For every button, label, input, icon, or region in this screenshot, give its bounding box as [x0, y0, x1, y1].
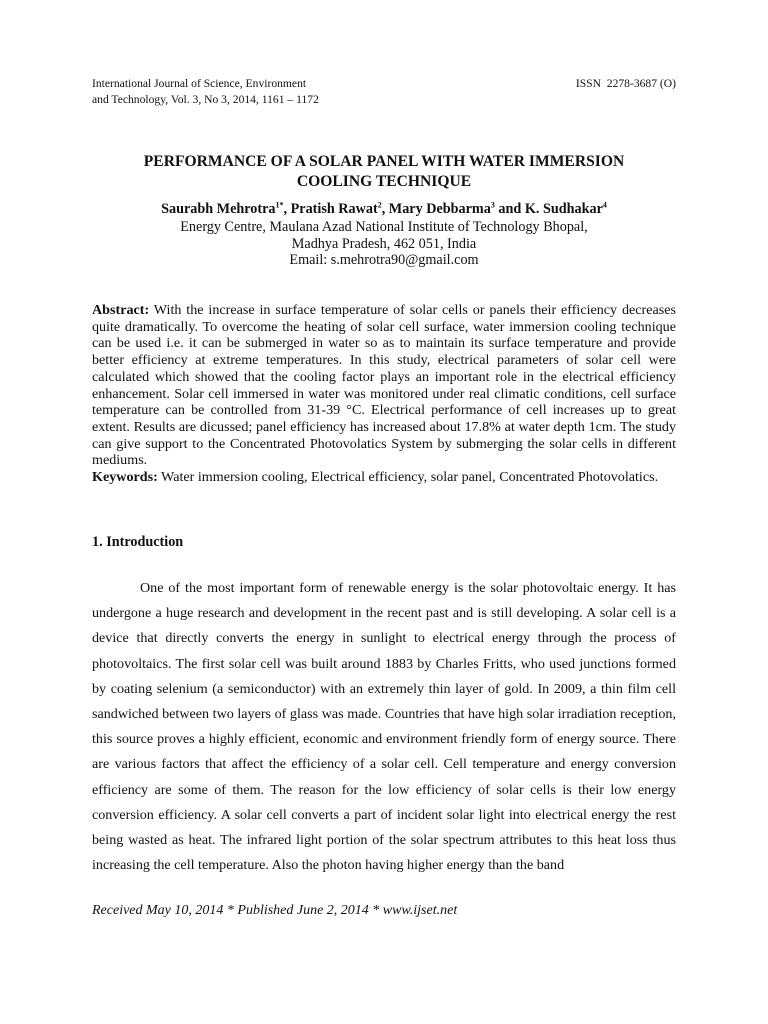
- affiliation: [92, 219, 676, 269]
- author-separator: and: [494, 201, 525, 217]
- journal-citation: [92, 76, 319, 108]
- author-affiliation-mark: 3: [490, 200, 495, 210]
- abstract-paragraph: [92, 302, 676, 469]
- author-separator: ,: [283, 201, 291, 217]
- author-name: Pratish Rawat: [290, 201, 378, 217]
- journal-header: [92, 76, 676, 108]
- author-affiliation-mark: 4: [602, 200, 607, 210]
- section-number: 1: [92, 534, 100, 550]
- section-heading-introduction: [92, 533, 183, 551]
- affiliation-institute: Energy Centre, Maulana Azad National Institute of Technology Bhopal,: [180, 219, 588, 235]
- paper-title: [92, 152, 676, 192]
- author-name: Mary Debbarma: [388, 201, 491, 217]
- author-separator: ,: [381, 201, 389, 217]
- author-name: Saurabh Mehrotra: [161, 201, 276, 217]
- author-list: [92, 199, 676, 219]
- title-line-2: COOLING TECHNIQUE: [296, 173, 472, 190]
- journal-name-line: International Journal of Science, Environment: [92, 77, 307, 90]
- affiliation-location: Madhya Pradesh, 462 051, India: [291, 235, 477, 252]
- corresponding-email: Email: s.mehrotra90@gmail.com: [289, 252, 479, 268]
- keywords-paragraph: [92, 469, 676, 486]
- abstract-label: Abstract:: [92, 302, 150, 318]
- author-name: K. Sudhakar: [524, 201, 603, 217]
- section-title: . Introduction: [99, 534, 184, 550]
- footer-received-published: Received May 10, 2014 * Published June 2, 2014 * www.ijset.net: [92, 903, 458, 918]
- journal-volume-line: and Technology, Vol. 3, No 3, 2014, 1161 – 1172: [92, 93, 319, 106]
- abstract-block: [92, 302, 676, 486]
- keywords-text: Water immersion cooling, Electrical efficiency, solar panel, Concentrated Photovolatics.: [161, 469, 659, 486]
- author-affiliation-mark: 1*: [275, 200, 284, 210]
- keywords-label: Keywords:: [92, 469, 158, 486]
- abstract-text: With the increase in surface temperature of solar cells or panels their efficiency decreases quite dramatically. To overcome the heating of solar cell surface, water immersion cooling technique can be used i.e. it can be submerged in water so as to maintain its surface temperature and provide better efficiency at extreme temperatures. In this study, electrical parameters of solar cell were calculated which showed that the cooling factor plays an important role in the electrical efficiency enhancement. Solar cell immersed in water was monitored under real climatic conditions, cell surface temperature can be controlled from 31-39 °C. Electrical performance of cell increases up to great extent. Results are dicussed; panel efficiency has increased about 17.8% at water depth 1cm. The study can give support to the Concentrated Photovolatics System by submerging the solar cells in different mediums.: [92, 302, 676, 469]
- author-affiliation-mark: 2: [377, 200, 382, 210]
- issn: ISSN 2278-3687 (O): [575, 77, 676, 90]
- title-line-1: PERFORMANCE OF A SOLAR PANEL WITH WATER IMMERSION: [143, 153, 625, 170]
- introduction-paragraph: One of the most important form of renewable energy is the solar photovoltaic energy. It has undergone a huge research and development in the recent past and is still developing. A solar cell is a device that directly converts the energy in sunlight to electrical energy through the process of photovoltaics. The first solar cell was built around 1883 by Charles Fritts, who used junctions formed by coating selenium (a semiconductor) with an extremely thin layer of gold. In 2009, a thin film cell sandwiched between two layers of glass was made. Countries that have high solar irradiation reception, this source proves a highly efficient, economic and environment friendly form of energy source. There are various factors that affect the efficiency of a solar cell. Cell temperature and energy conversion efficiency are some of them. The reason for the low efficiency of solar cells is their low energy conversion efficiency. A solar cell converts a part of incident solar light into electrical energy the rest being wasted as heat. The infrared light portion of the solar spectrum attributes to this heat loss thus increasing the cell temperature. Also the photon having higher energy than the band: [92, 580, 676, 874]
